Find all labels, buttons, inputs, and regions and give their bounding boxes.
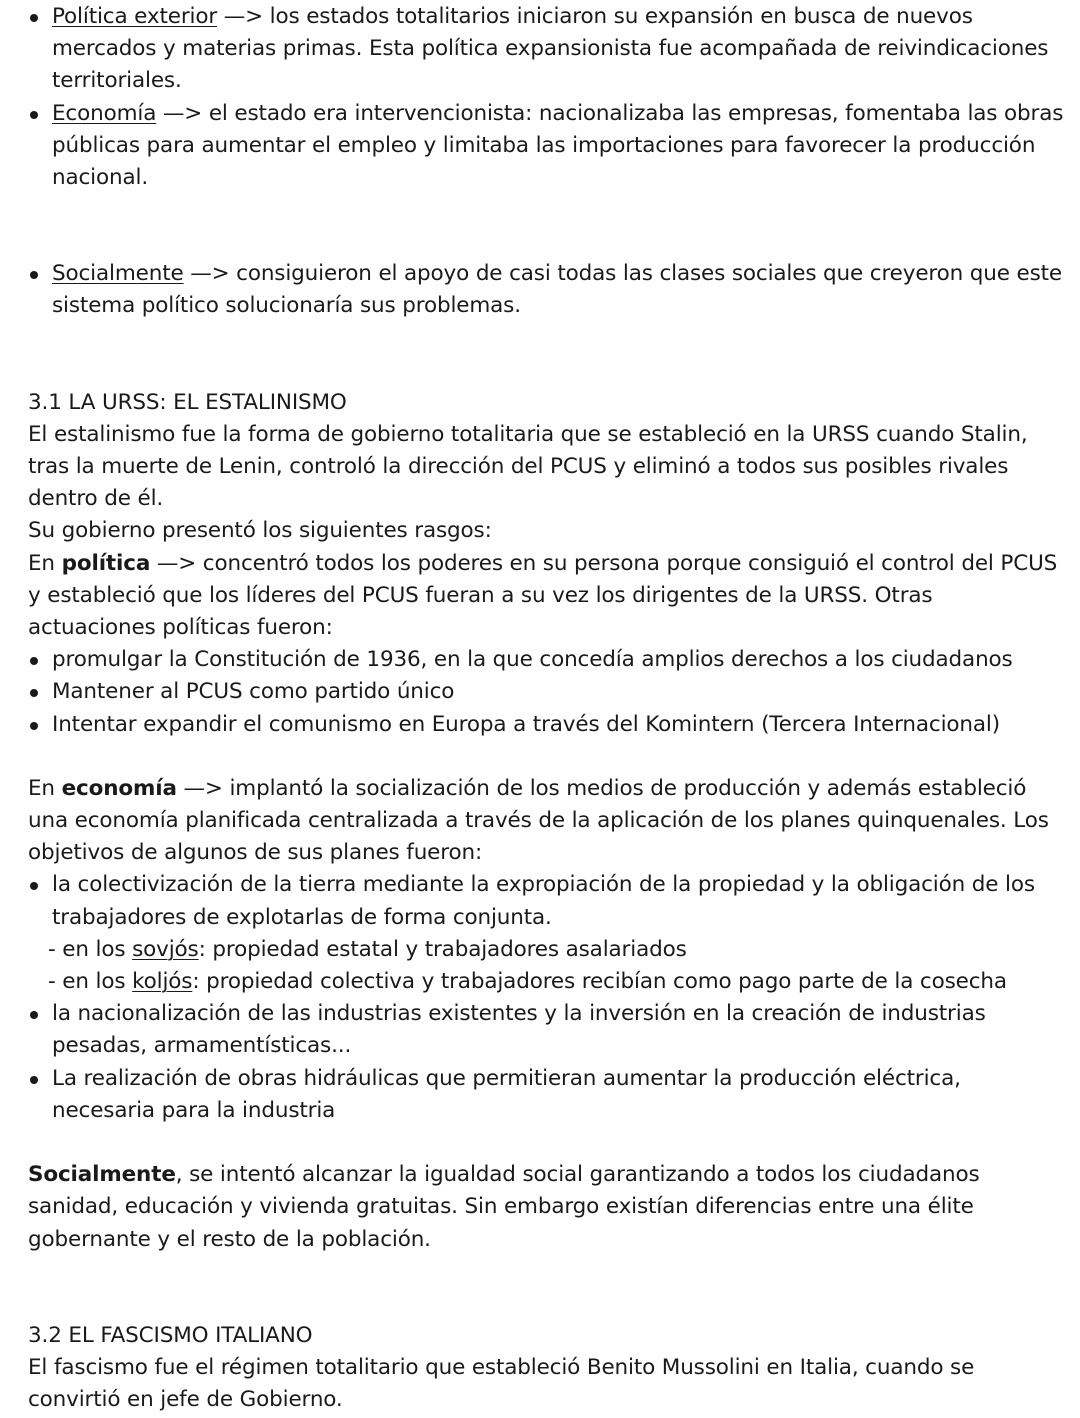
text-prefix: - en los <box>48 969 133 995</box>
list-item-politica-exterior <box>28 1 1064 98</box>
spacer <box>28 1256 1064 1320</box>
list-item-text: consiguieron el apoyo de casi todas las clases sociales que creyeron que este sistema político solucionaría sus problemas. <box>52 261 1063 319</box>
term-politica: política <box>61 550 151 576</box>
list-item-obras-hidraulicas: La realización de obras hidráulicas que permitieran aumentar la producción eléctrica, necesaria para la industria <box>28 1063 1064 1127</box>
list-item-nacionalizacion: la nacionalización de las industrias existentes y la inversión en la creación de industrias pesadas, armamentísticas... <box>28 998 1064 1062</box>
sub-item-text: : propiedad colectiva y trabajadores recibían como pago parte de la cosecha <box>192 969 1007 995</box>
term-politica-exterior: Política exterior <box>52 4 218 29</box>
document-page <box>28 1 1064 1416</box>
spacer <box>28 323 1064 387</box>
spacer <box>28 194 1064 258</box>
list-item: promulgar la Constitución de 1936, en la que concedía amplios derechos a los ciudadanos <box>28 644 1064 676</box>
text-prefix: - en los <box>48 936 133 962</box>
arrow: —> <box>217 4 270 29</box>
term-economia: Economía <box>52 100 157 126</box>
term-sovjos: sovjós <box>132 936 199 962</box>
paragraph-text: —> implantó la socialización de los medios de producción y además estableció una economía planificada centralizada a través de la aplicación de los planes quinquenales. Los objetivos de algunos de sus planes fueron: <box>28 775 1049 866</box>
spacer <box>28 1127 1064 1159</box>
term-economia-bold: economía <box>61 775 177 801</box>
paragraph-text: , se intentó alcanzar la igualdad social garantizando a todos los ciudadanos sanidad, educación y vivienda gratuitas. Sin embargo existían diferencias entre una élite gobernante y el resto de la población. <box>28 1162 980 1252</box>
list-item-colectivizacion <box>28 869 1064 998</box>
arrow: —> <box>183 261 237 287</box>
list-item-economia <box>28 98 1064 195</box>
text-prefix: En <box>28 550 62 576</box>
sub-item-koljos <box>48 966 1064 998</box>
list-item-text: los estados totalitarios iniciaron su expansión en busca de nuevos mercados y materias primas. Esta política expansionista fue acompañada de reivindicaciones territoriales. <box>52 4 1049 94</box>
section-fascismo <box>28 1320 1064 1417</box>
list-item: Intentar expandir el comunismo en Europa a través del Komintern (Tercera Internacional) <box>28 709 1064 741</box>
text-prefix: En <box>28 775 62 801</box>
paragraph-intro: El estalinismo fue la forma de gobierno totalitaria que se estableció en la URSS cuando Stalin, tras la muerte de Lenin, controló la dirección del PCUS y eliminó a todos sus posibles rivales dentro de él. <box>28 421 1028 512</box>
paragraph-socialmente <box>28 1159 1064 1256</box>
paragraph-intro: El fascismo fue el régimen totalitario que estableció Benito Mussolini en Italia, cuando se convirtió en jefe de Gobierno. <box>28 1354 975 1413</box>
spacer <box>28 741 1064 773</box>
list-item-socialmente <box>28 258 1064 322</box>
paragraph-politica <box>28 548 1064 645</box>
paragraph-economia <box>28 773 1064 870</box>
economia-list <box>28 869 1064 1127</box>
section-heading: 3.2 EL FASCISMO ITALIANO <box>28 1322 313 1348</box>
politica-list <box>28 644 1064 741</box>
paragraph-text: —> concentró todos los poderes en su persona porque consiguió el control del PCUS y estableció que los líderes del PCUS fueran a su vez los dirigentes de la URSS. Otras actuaciones políticas fueron: <box>28 550 1058 641</box>
term-socialmente: Socialmente <box>52 261 184 287</box>
section-heading: 3.1 LA URSS: EL ESTALINISMO <box>28 389 347 415</box>
term-socialmente-bold: Socialmente <box>28 1162 176 1188</box>
arrow: —> <box>156 100 209 126</box>
section-urss <box>28 387 1064 1256</box>
intro-list <box>28 1 1064 194</box>
sub-item-text: : propiedad estatal y trabajadores asalariados <box>198 936 687 962</box>
paragraph-rasgos: Su gobierno presentó los siguientes rasgos: <box>28 518 492 544</box>
sub-item-sovjos <box>48 934 1064 966</box>
list-item: Mantener al PCUS como partido único <box>28 676 1064 708</box>
social-list <box>28 258 1064 322</box>
list-item-text: el estado era intervencionista: nacionalizaba las empresas, fomentaba las obras públicas para aumentar el empleo y limitaba las importaciones para favorecer la producción nacional. <box>52 100 1064 191</box>
list-item-text: la colectivización de la tierra mediante la expropiación de la propiedad y la obligación de los trabajadores de explotarlas de forma conjunta. <box>52 872 1035 930</box>
term-koljos: koljós <box>132 969 193 995</box>
